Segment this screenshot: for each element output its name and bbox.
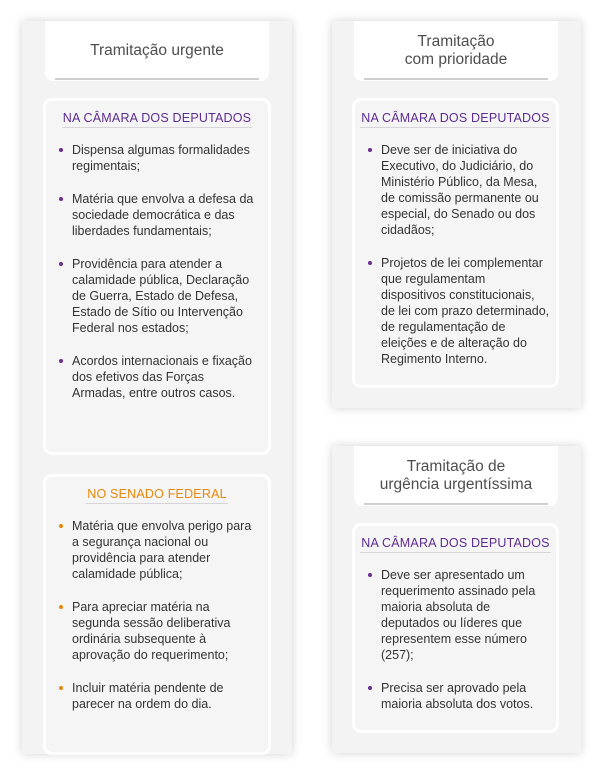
card-urgentissima-camara: [352, 523, 559, 733]
heading-camara: NA CÂMARA DOS DEPUTADOS: [360, 536, 550, 553]
card-heading: [355, 536, 556, 553]
card-urgente-camara: [43, 98, 271, 455]
card-heading: [355, 111, 556, 128]
list-item: Incluir matéria pendente de parecer na ordem do dia.: [72, 680, 256, 712]
heading-camara: NA CÂMARA DOS DEPUTADOS: [62, 111, 252, 128]
title-text: Tramitação de urgência urgentíssima: [379, 458, 533, 493]
list-item: Acordos internacionais e fixação dos efetivos das Forças Armadas, entre outros casos.: [72, 353, 256, 401]
title-text: Tramitação urgente: [90, 42, 224, 59]
list-item: Deve ser apresentado um requerimento assinado pela maioria absoluta de deputados ou líderes que representem esse número (257);: [381, 567, 551, 663]
card-urgente-senado: [43, 474, 271, 755]
card-heading: [46, 487, 268, 504]
list-item: Matéria que envolva perigo para a segurança nacional ou providência para atender calamidade pública;: [72, 518, 256, 582]
list-item: Providência para atender a calamidade pública, Declaração de Guerra, Estado de Defesa, Estado de Sítio ou Intervenção Federal nos estados;: [72, 256, 256, 336]
heading-senado: NO SENADO FEDERAL: [86, 487, 228, 504]
list-item: Deve ser de iniciativa do Executivo, do Judiciário, do Ministério Público, da Mesa, de comissão permanente ou especial, do Senado ou dos cidadãos;: [381, 142, 551, 238]
panel-prioridade: [332, 21, 581, 408]
list-item: Precisa ser aprovado pela maioria absoluta dos votos.: [381, 680, 551, 712]
list-item: Matéria que envolva a defesa da sociedade democrática e das liberdades fundamentais;: [72, 191, 256, 239]
panel-urgentissima: [332, 446, 581, 753]
panel-title-prioridade: [354, 21, 558, 81]
list-item: Projetos de lei complementar que regulamentam dispositivos constitucionais, de lei com prazo determinado, de regulamentação de eleições e de alteração do Regimento Interno.: [381, 256, 550, 366]
list-urgente-senado: [72, 518, 256, 712]
list-urgentissima-camara: [381, 567, 551, 712]
title-text: Tramitação com prioridade: [404, 33, 508, 68]
list-prioridade-camara: [381, 142, 551, 367]
list-urgente-camara: [72, 142, 256, 401]
panel-title-urgentissima: [354, 446, 558, 506]
panel-title-urgente: [45, 21, 269, 81]
panel-urgente: [22, 21, 292, 754]
card-heading: [46, 111, 268, 128]
list-item: Para apreciar matéria na segunda sessão deliberativa ordinária subsequente à aprovação do requerimento;: [72, 599, 256, 663]
card-prioridade-camara: [352, 98, 559, 388]
list-item: Dispensa algumas formalidades regimentais;: [72, 142, 256, 174]
heading-camara: NA CÂMARA DOS DEPUTADOS: [360, 111, 550, 128]
